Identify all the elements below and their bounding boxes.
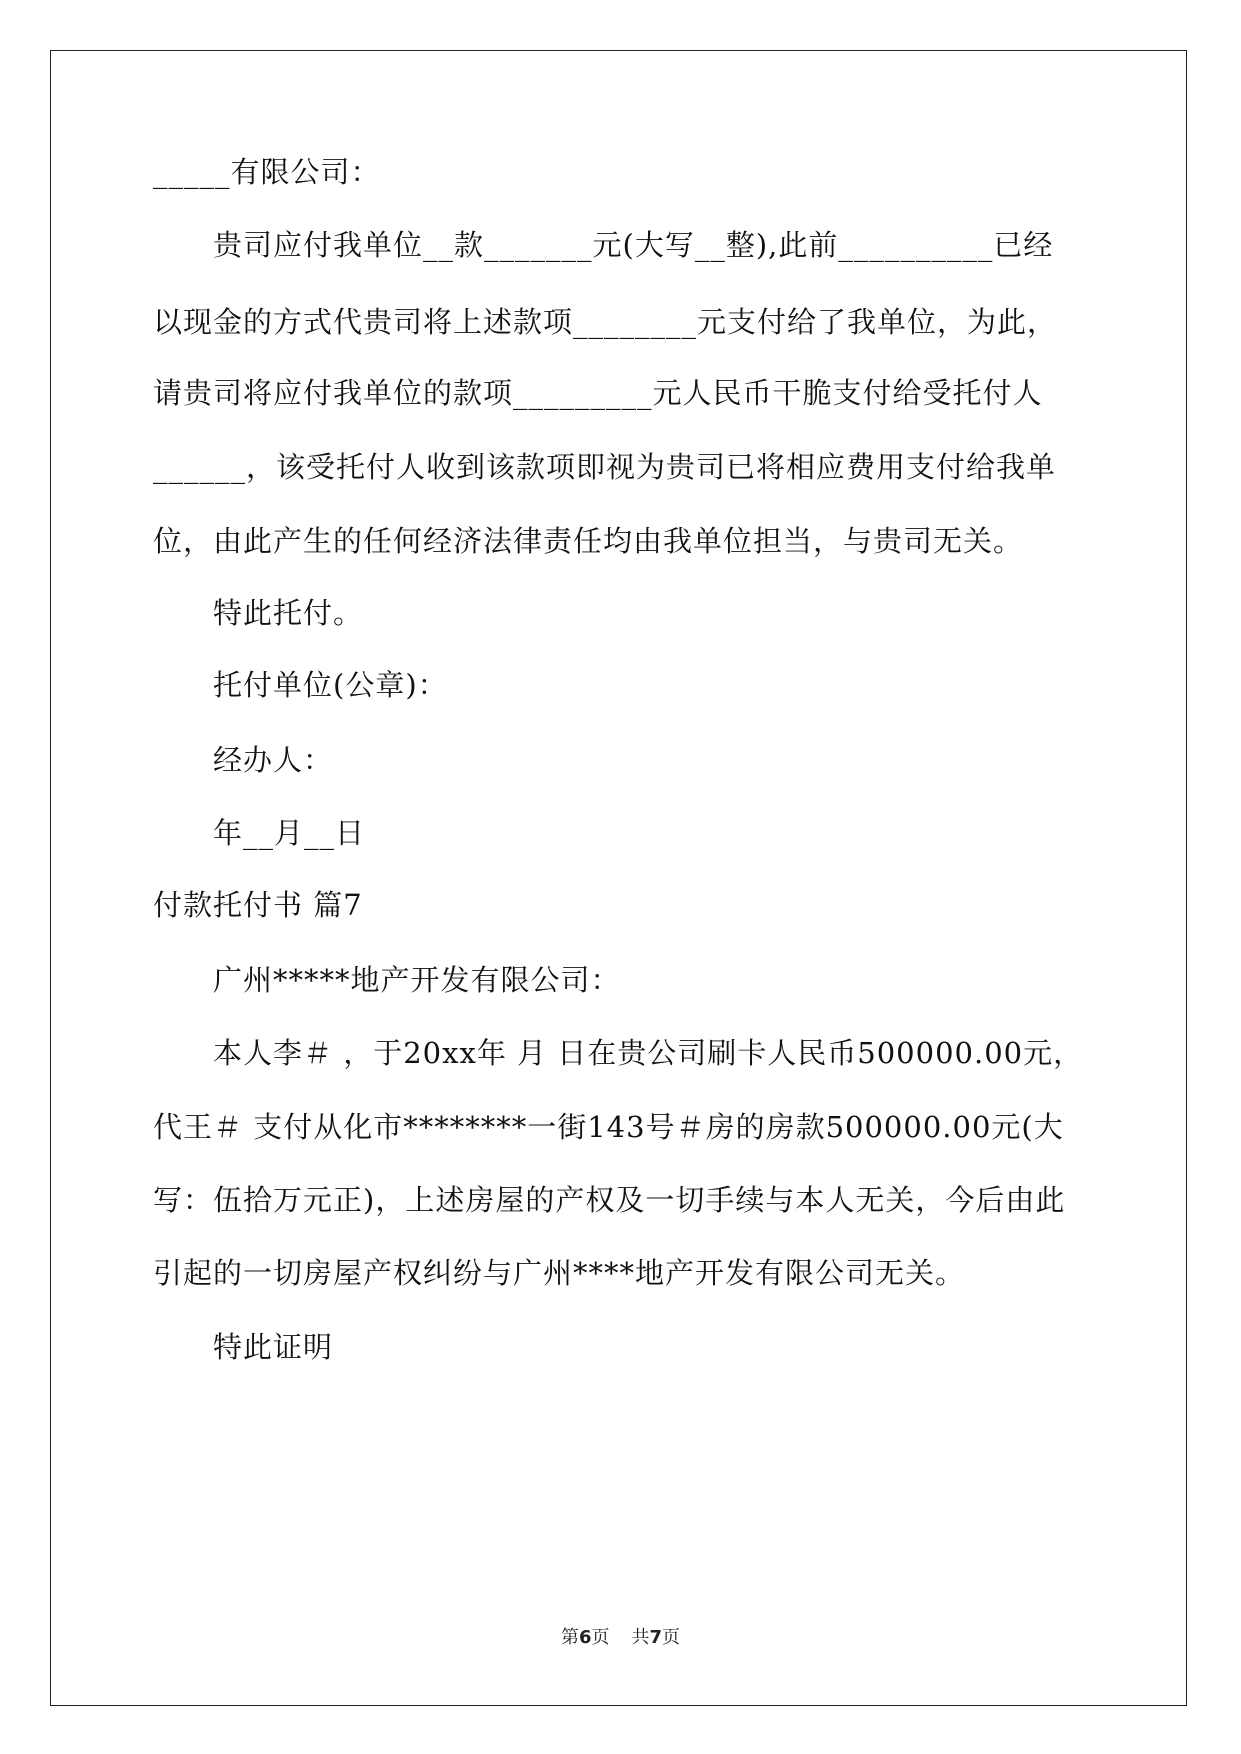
date-line: 年__月__日	[213, 816, 366, 850]
seal-label: 托付单位(公章)：	[213, 668, 448, 702]
page-suffix: 页	[591, 1627, 610, 1648]
closing-1: 特此托付。	[213, 596, 364, 630]
letter1-body-line: 贵司应付我单位__款_______元(大写__整),此前__________已经	[213, 228, 1054, 262]
total-prefix: 共	[631, 1627, 650, 1648]
letter2-body-line: 写：伍拾万元正)，上述房屋的产权及一切手续与本人无关，今后由此	[153, 1183, 1066, 1217]
letter1-body-line: ______，该受托付人收到该款项即视为贵司已将相应费用支付给我单	[153, 450, 1057, 484]
addressee-2: 广州*****地产开发有限公司：	[213, 963, 621, 997]
handler-label: 经办人：	[213, 743, 334, 777]
letter1-body-line: 位，由此产生的任何经济法律责任均由我单位担当，与贵司无关。	[153, 524, 1024, 558]
closing-2: 特此证明	[213, 1330, 334, 1364]
page-footer	[0, 1626, 1241, 1650]
section-title: 付款托付书 篇7	[153, 888, 363, 922]
page-total: 7	[649, 1627, 663, 1648]
letter2-body-line: 代王＃ 支付从化市********一街143号＃房的房款500000.00元(大	[153, 1110, 1064, 1144]
page-border	[50, 50, 1187, 1706]
letter1-body-line: 以现金的方式代贵司将上述款项________元支付给了我单位，为此，	[153, 305, 1058, 339]
letter1-body-line: 请贵司将应付我单位的款项_________元人民币干脆支付给受托付人	[153, 376, 1043, 410]
letter2-body-line: 本人李＃ ，于20xx年 月 日在贵公司刷卡人民币500000.00元，	[213, 1036, 1084, 1070]
page-current: 6	[578, 1627, 592, 1648]
total-suffix: 页	[662, 1627, 681, 1648]
addressee-1: _____有限公司：	[153, 155, 381, 189]
page-prefix: 第	[560, 1627, 579, 1648]
letter2-body-line: 引起的一切房屋产权纠纷与广州****地产开发有限公司无关。	[153, 1256, 966, 1290]
